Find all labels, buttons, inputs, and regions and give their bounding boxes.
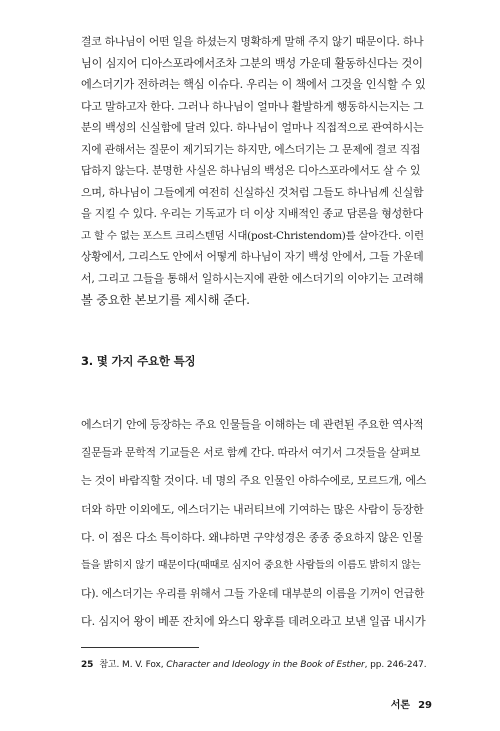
footnote-divider xyxy=(81,647,199,648)
text-line: 에스더기 안에 등장하는 주요 인물들을 이해하는 데 관련된 주요한 역사적 xyxy=(81,418,424,431)
text-line: 상황에서, 그리스도 안에서 어떻게 하나님이 자기 백성 안에서, 그들 가운데 xyxy=(81,250,424,263)
text-line: 서, 그리고 그들을 통해서 일하시는지에 관한 에스더기의 이야기는 고려해 xyxy=(81,271,424,285)
text-line: 다고 말하고자 한다. 그러나 하나님이 얼마나 활발하게 행동하시는지는 그 xyxy=(81,99,424,113)
footnote-suffix: , pp. 246-247. xyxy=(364,660,427,670)
text-line: 지에 관해서는 질문이 제기되기는 하지만, 에스더기는 그 문제에 결코 직접 xyxy=(81,142,421,156)
footnote-book-title: Character and Ideology in the Book of Esther xyxy=(166,660,365,670)
text-line: 님이 심지어 디아스포라에서조차 그분의 백성 가운데 활동하신다는 것이 xyxy=(81,56,423,70)
text-line: 결코 하나님이 어떤 일을 하셨는지 명확하게 말해 주지 않기 때문이다. 하나 xyxy=(81,35,424,48)
section-heading: 3. 몇 가지 주요한 특징 xyxy=(81,354,196,368)
text-line: 는 것이 바람직할 것이다. 네 명의 주요 인물인 아하수에로, 모르드개, 에스 xyxy=(81,474,427,488)
text-line: 더와 하만 이외에도, 에스더기는 내러티브에 기여하는 많은 사람이 등장한 xyxy=(81,502,424,516)
text-line: 들을 밝히지 않기 때문이다(때때로 심지어 중요한 사람들의 이름도 밝히지 않는 xyxy=(81,560,421,571)
text-line: 다. 심지어 왕이 베푼 잔치에 와스디 왕후를 데려오라고 보낸 일곱 내시가 xyxy=(81,615,426,629)
page-footer xyxy=(391,696,432,711)
footnote-number: 25 xyxy=(81,660,94,670)
text-line: 다). 에스더기는 우리를 위해서 그들 가운데 대부분의 이름을 기꺼이 언급한 xyxy=(81,587,425,601)
text-line: 을 지킬 수 있다. 우리는 기독교가 더 이상 지배적인 종교 담론을 형성한다 xyxy=(81,207,423,220)
text-line: 분의 백성의 신실함에 달려 있다. 하나님이 얼마나 직접적으로 관여하시는 xyxy=(81,121,424,134)
text-line: 으며, 하나님이 그들에게 여전히 신실하신 것처럼 그들도 하나님께 신실함 xyxy=(81,185,424,199)
text-line: 답하지 않는다. 분명한 사실은 하나님의 백성은 디아스포라에서도 살 수 있 xyxy=(81,164,421,177)
text-line: 다. 이 점은 다소 특이하다. 왜냐하면 구약성경은 종종 중요하지 않은 인물 xyxy=(81,530,423,544)
text-line: 고 할 수 없는 포스트 크리스텐덤 시대(post-Christendom)를 살아간다. 이런 xyxy=(81,229,424,242)
text-line: 질문들과 문학적 기교들은 서로 함께 간다. 따라서 여기서 그것들을 살펴보 xyxy=(81,446,421,460)
text-line: 볼 중요한 본보기를 제시해 준다. xyxy=(81,293,250,307)
text-line: 에스더기가 전하려는 핵심 이슈다. 우리는 이 책에서 그것을 인식할 수 있 xyxy=(81,78,426,91)
footnote xyxy=(81,657,427,670)
footer-section-label: 서론 xyxy=(390,700,411,711)
page-number: 29 xyxy=(418,700,432,711)
footnote-prefix: 참고. M. V. Fox, xyxy=(99,660,167,670)
